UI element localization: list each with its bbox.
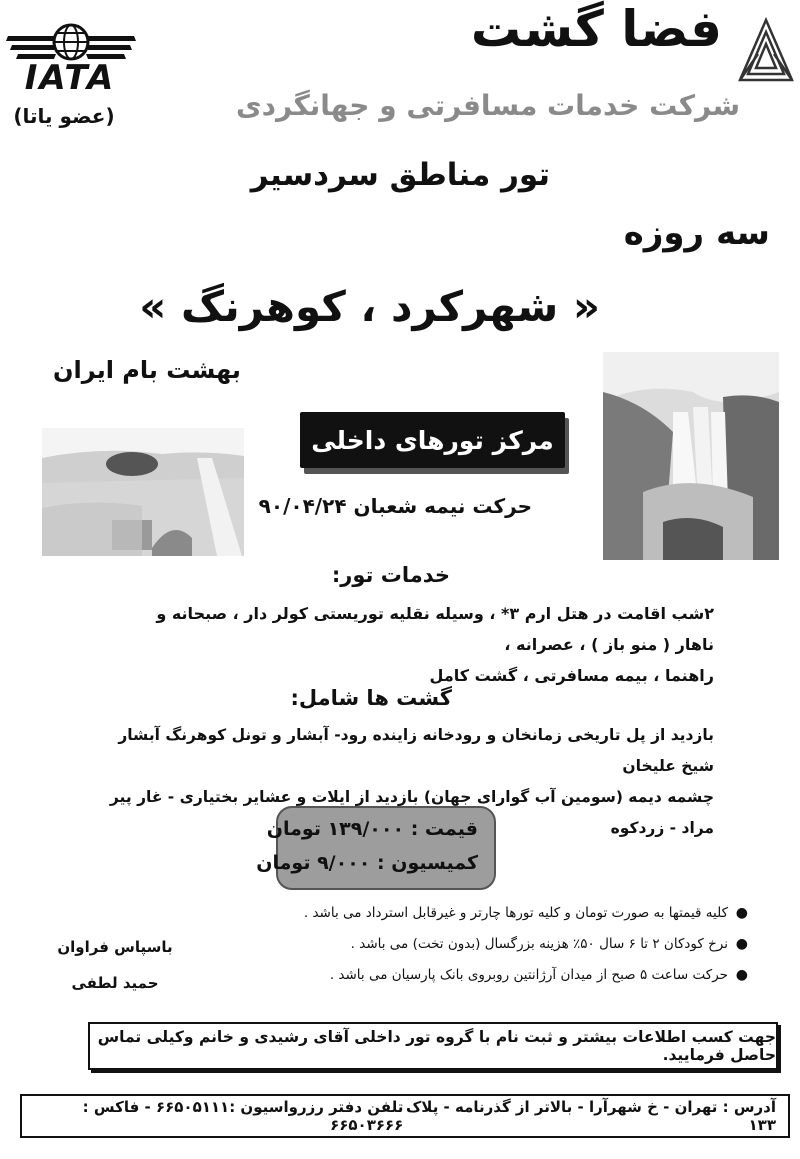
sightseeing-line: بازدید از پل تاریخی زمانخان و رودخانه زاینده رود- آبشار و تونل کوهرنگ آبشار شیخ علیخان xyxy=(118,726,714,775)
domestic-tours-center-label: مرکز تورهای داخلی xyxy=(300,412,565,468)
iata-member-label: (عضو یاتا) xyxy=(13,104,115,128)
phone-fax-text: تلفن دفتر رزرواسیون :۶۶۵۰۵۱۱۱ - فاکس : ۶۶۵۰۳۶۶۶ xyxy=(82,1098,404,1134)
brand-name: فضا گشت xyxy=(470,0,722,58)
tour-slogan: بهشت بام ایران xyxy=(53,356,241,384)
price-box xyxy=(256,806,496,890)
contact-info-box xyxy=(88,1022,778,1070)
list-item: ● کلیه قیمتها به صورت تومان و کلیه تورها چارتر و غیرقابل استرداد می باشد . xyxy=(230,898,750,929)
bullet-icon: ● xyxy=(735,936,748,952)
services-line: ۲شب اقامت در هتل ارم ۳* ، وسیله نقلیه توریستی کولر دار ، صبحانه و ناهار ( منو باز ) ، عصرانه ، xyxy=(156,604,714,654)
tour-title: تور مناطق سردسیر xyxy=(250,157,550,193)
signoff-name: حمید لطفی xyxy=(71,974,159,992)
dam-landscape-photo xyxy=(42,428,244,556)
contact-info-text: جهت کسب اطلاعات بیشتر و ثبت نام با گروه تور داخلی آقای رشیدی و خانم وکیلی تماس حاصل فرمایید. xyxy=(97,1028,776,1064)
address-text: آدرس : تهران - خ شهرآرا - بالاتر از گذرنامه - پلاک ۱۳۳ xyxy=(405,1098,776,1134)
sightseeing-line: چشمه دیمه (سومین آب گوارای جهان) بازدید از ایلات و عشایر بختیاری - غار پیر مراد - زردکوه xyxy=(109,788,714,837)
company-tagline: شرکت خدمات مسافرتی و جهانگردی xyxy=(236,89,740,122)
bullet-icon: ● xyxy=(735,967,748,983)
list-item: ● حرکت ساعت ۵ صبح از میدان آرژانتین روبروی بانک پارسیان می باشد . xyxy=(230,960,750,991)
waterfall-photo xyxy=(603,352,779,560)
footer-address-box xyxy=(20,1094,790,1138)
services-details xyxy=(124,598,714,691)
iata-logo-text: IATA xyxy=(24,58,116,98)
tour-destination: « شهرکرد ، کوهرنگ » xyxy=(139,282,600,331)
price-value: قیمت : ۱۳۹/۰۰۰ تومان xyxy=(266,818,478,840)
tour-duration: سه روزه xyxy=(623,213,770,253)
commission-value: کمیسیون : ۹/۰۰۰ تومان xyxy=(256,852,478,874)
departure-date: حرکت نیمه شعبان ۹۰/۰۴/۲۴ xyxy=(258,494,532,518)
services-line: راهنما ، بیمه مسافرتی ، گشت کامل xyxy=(429,666,714,685)
sightseeing-heading: گشت ها شامل: xyxy=(290,686,452,710)
signoff-thanks: باسپاس فراوان xyxy=(57,938,173,956)
bullet-icon: ● xyxy=(735,905,748,921)
services-heading: خدمات تور: xyxy=(331,563,450,587)
list-item: ● نرخ کودکان ۲ تا ۶ سال ۵۰٪ هزینه بزرگسال (بدون تخت) می باشد . xyxy=(230,929,750,960)
notes-list xyxy=(230,898,750,991)
company-triangle-logo xyxy=(736,14,794,84)
